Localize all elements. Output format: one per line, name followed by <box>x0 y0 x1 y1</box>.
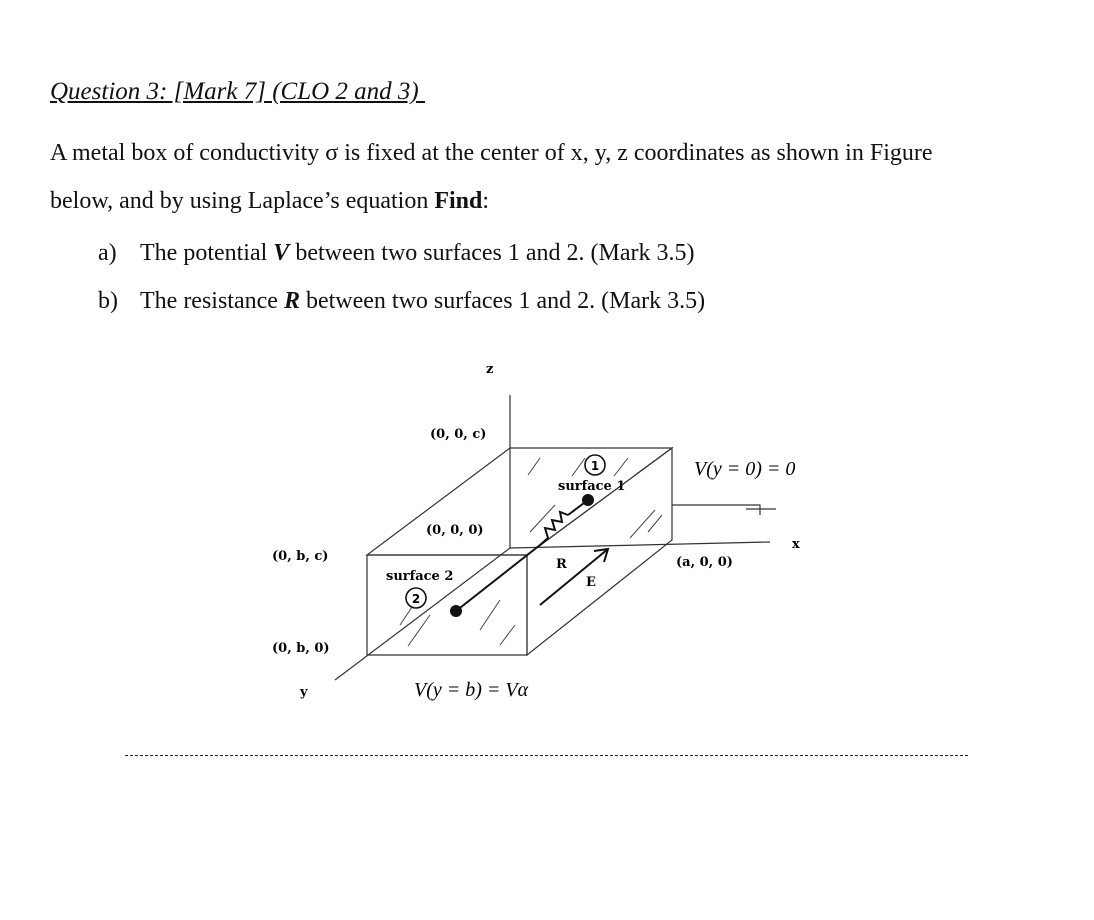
section-divider <box>125 755 968 756</box>
e-field-label: E <box>586 575 596 590</box>
axis-z-label: z <box>486 362 494 377</box>
item-b-post: between two surfaces 1 and 2. (Mark 3.5) <box>299 288 706 314</box>
point-00c-label: (0, 0, c) <box>430 427 487 442</box>
box-diagram <box>0 340 1094 720</box>
point-a00-label: (a, 0, 0) <box>676 555 733 570</box>
e-field-arrow <box>540 549 608 605</box>
item-b <box>98 288 705 315</box>
point-000-label: (0, 0, 0) <box>426 523 484 538</box>
intro-line-1: A metal box of conductivity σ is fixed at the center of x, y, z coordinates as shown in Figure <box>50 140 933 166</box>
item-a-marker: a) <box>98 240 117 266</box>
intro-line-2-colon: : <box>482 188 490 214</box>
point-0b0-label: (0, b, 0) <box>272 641 330 656</box>
resistance-label: R <box>556 557 567 572</box>
item-b-pre: The resistance <box>140 288 284 314</box>
y-axis <box>335 548 510 680</box>
axis-x-label: x <box>792 537 800 552</box>
x-axis <box>510 542 770 548</box>
surface-2-label: surface 2 <box>386 569 454 584</box>
question-heading: Question 3: [Mark 7] (CLO 2 and 3) <box>50 78 425 105</box>
surface-2-contact-dot <box>450 605 462 617</box>
point-0bc-label: (0, b, c) <box>272 549 329 564</box>
axis-y-label: y <box>300 685 308 700</box>
item-a-post: between two surfaces 1 and 2. (Mark 3.5) <box>289 240 695 266</box>
item-a-pre: The potential <box>140 240 274 266</box>
item-a <box>98 240 695 267</box>
potential-top-equation: V(y = 0) = 0 <box>694 458 796 480</box>
intro-line-2-text: below, and by using Laplace’s equation <box>50 188 435 214</box>
surface-1-label: surface 1 <box>558 479 626 494</box>
surface-1-contact-dot <box>582 494 594 506</box>
ground-wire <box>672 505 760 515</box>
intro-line-2 <box>50 188 489 215</box>
item-a-symbol: V <box>273 240 290 266</box>
surface-2-marker-label: 2 <box>411 592 421 606</box>
find-keyword: Find <box>434 188 483 214</box>
potential-bottom-equation: V(y = b) = Vα <box>414 679 529 701</box>
item-b-symbol: R <box>283 288 300 314</box>
surface-1-marker-label: 1 <box>590 459 600 473</box>
box-top-face <box>367 448 672 555</box>
item-b-marker: b) <box>98 288 118 314</box>
